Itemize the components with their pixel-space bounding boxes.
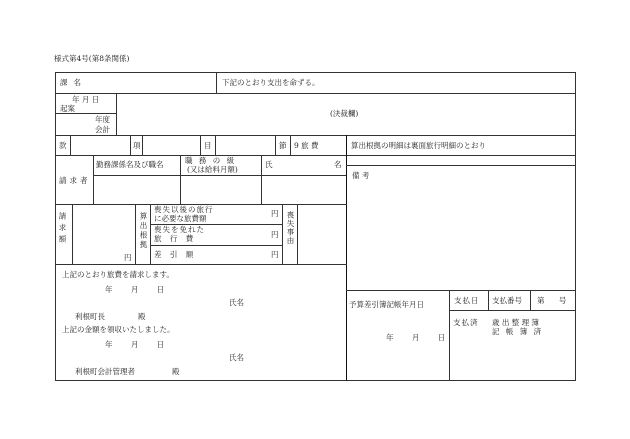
request-honorific: 殿 <box>138 312 146 321</box>
dept-header: 勤務課係名及び職名 <box>96 160 164 169</box>
form-label: 様式第4号(第8条関係) <box>54 54 130 63</box>
row2-line2: 旅 行 費 <box>154 234 197 243</box>
row1-line1: 喪失以後の旅行 <box>154 205 214 214</box>
kamei-label: 課名 <box>60 78 87 87</box>
grade-sub: (又は給料月額) <box>187 165 238 174</box>
receipt-to: 利根町会計管理者 <box>75 367 135 376</box>
row2-line1: 喪失を免れた <box>154 225 205 234</box>
frame-right <box>575 72 576 381</box>
kou-label: 項 <box>133 141 141 150</box>
pay-done: 支払済 <box>453 318 479 327</box>
kian-date: 年 月 日 <box>72 95 100 104</box>
claimant-label: 請求者 <box>59 176 91 185</box>
pay-number: 支払番号 <box>492 296 522 305</box>
amount-label: 請求額 <box>58 212 67 247</box>
row1-yen: 円 <box>271 209 279 218</box>
middle-divider <box>346 135 347 381</box>
moku-label: 目 <box>204 141 212 150</box>
kan-label: 款 <box>59 141 67 150</box>
amount-yen: 円 <box>124 253 132 262</box>
loss-reason: 喪失事由 <box>286 211 295 245</box>
row2-yen: 円 <box>271 230 279 239</box>
setsu-value: 9 旅 費 <box>294 141 319 150</box>
receipt-honorific: 殿 <box>172 367 180 376</box>
request-name: 氏名 <box>229 298 244 307</box>
kaikei-label: 会計 <box>95 125 110 134</box>
row1-line2: に必要な旅費額 <box>154 214 207 223</box>
footer-date: 年 月 日 <box>386 333 454 342</box>
kian-label: 起案 <box>60 104 75 113</box>
breakdown-note: 算出根拠の明細は裏面旅行明細のとおり <box>351 141 486 150</box>
ledger-done-1: 歳 出 整 理 簿 <box>492 318 540 327</box>
order-text: 下記のとおり支出を命ずる。 <box>222 78 320 87</box>
budget-record: 予算差引簿記帳年月日 <box>349 300 424 309</box>
row3-yen: 円 <box>271 250 279 259</box>
request-date: 年 月 日 <box>105 285 173 294</box>
nendo-label: 年度 <box>95 115 110 124</box>
name-header-1: 氏 <box>265 160 273 169</box>
kessai-label: (決裁欄) <box>330 109 359 118</box>
name-header-2: 名 <box>334 160 342 169</box>
ledger-done-2: 記 帳 簿 済 <box>492 327 544 336</box>
row3-label: 差 引 額 <box>154 250 197 259</box>
grade-header: 職 務 の 級 <box>185 156 237 165</box>
basis-label: 算出根拠 <box>139 212 148 250</box>
setsu-label: 節 <box>279 141 287 150</box>
pay-date: 支払日 <box>454 296 480 305</box>
request-text: 上記のとおり旅費を請求します。 <box>62 270 174 279</box>
request-to: 利根町長 <box>75 312 105 321</box>
receipt-date: 年 月 日 <box>105 340 173 349</box>
remarks-label: 備 考 <box>352 171 370 180</box>
receipt-text: 上記の金額を領収いたしました。 <box>62 325 175 334</box>
frame-bottom <box>55 380 576 381</box>
number-suffix: 第 号 <box>537 296 573 305</box>
frame-top <box>55 72 576 73</box>
receipt-name: 氏名 <box>229 353 244 362</box>
frame-left <box>55 72 56 381</box>
